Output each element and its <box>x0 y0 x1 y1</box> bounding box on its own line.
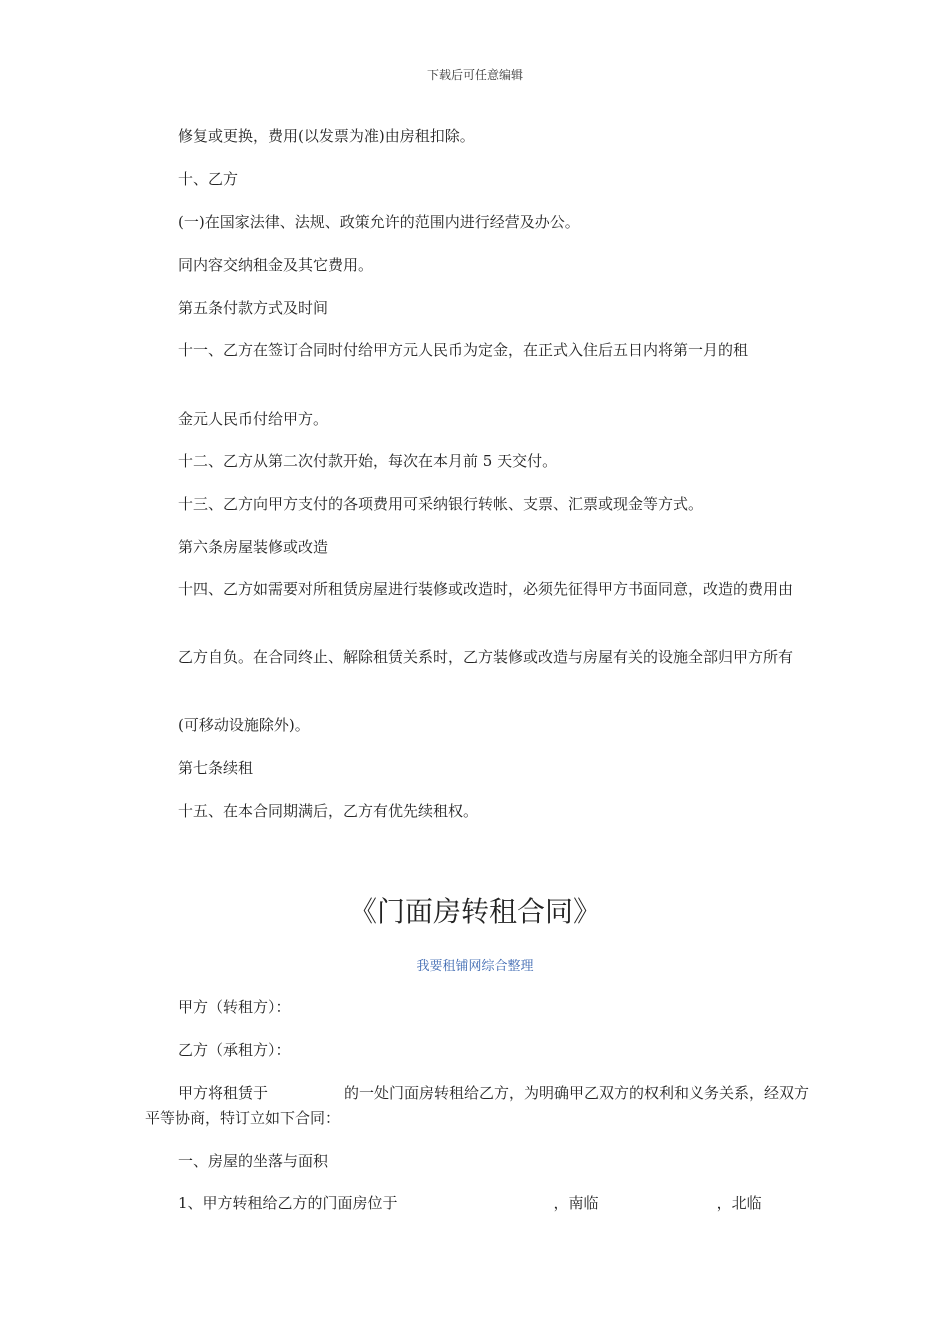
page-header: 下载后可任意编辑 <box>426 68 523 82</box>
intro-text-part1: 甲方将租赁于 <box>178 1084 269 1102</box>
section-heading: 第七条续租 <box>178 759 254 777</box>
paragraph: 十二、乙方从第二次付款开始，每次在本月前 5 天交付。 <box>178 452 558 470</box>
party-a-line: 甲方（转租方）： <box>178 998 291 1016</box>
paragraph: 修复或更换，费用(以发票为准)由房租扣除。 <box>178 127 475 145</box>
paragraph: 十、乙方 <box>178 170 239 188</box>
item1-text-part1: 1、甲方转租给乙方的门面房位于 <box>178 1194 398 1212</box>
intro-text-part2: 的一处门面房转租给乙方，为明确甲乙双方的权利和义务关系，经双方平等协商，特订立如下合同： <box>145 1084 810 1127</box>
intro-paragraph <box>145 1081 815 1131</box>
paragraph: (一)在国家法律、法规、政策允许的范围内进行经营及办公。 <box>178 213 580 231</box>
party-b-line: 乙方（承租方）： <box>178 1041 291 1059</box>
section-heading: 第五条付款方式及时间 <box>178 299 329 317</box>
contract-subtitle-link[interactable]: 我要租铺网综合整理 <box>416 959 534 974</box>
paragraph: 同内容交纳租金及其它费用。 <box>178 256 374 274</box>
paragraph: 十三、乙方向甲方支付的各项费用可采纳银行转帐、支票、汇票或现金等方式。 <box>178 495 704 513</box>
item-1-line <box>145 1191 815 1216</box>
item1-text-part2: ，南临 <box>553 1194 599 1212</box>
section-heading: 第六条房屋装修或改造 <box>178 538 329 556</box>
item1-text-part3: ，北临 <box>716 1194 762 1212</box>
paragraph: 乙方自负。在合同终止、解除租赁关系时，乙方装修或改造与房屋有关的设施全部归甲方所有 <box>178 648 794 666</box>
paragraph: 十一、乙方在签订合同时付给甲方元人民币为定金，在正式入住后五日内将第一月的租 <box>178 341 749 359</box>
paragraph: 金元人民币付给甲方。 <box>178 410 329 428</box>
paragraph: (可移动设施除外)。 <box>178 716 310 734</box>
contract-title: 《门面房转租合同》 <box>348 895 601 928</box>
paragraph: 十四、乙方如需要对所租赁房屋进行装修或改造时，必须先征得甲方书面同意，改造的费用由 <box>178 580 794 598</box>
section-heading: 一、房屋的坐落与面积 <box>178 1152 329 1170</box>
paragraph: 十五、在本合同期满后，乙方有优先续租权。 <box>178 802 479 820</box>
